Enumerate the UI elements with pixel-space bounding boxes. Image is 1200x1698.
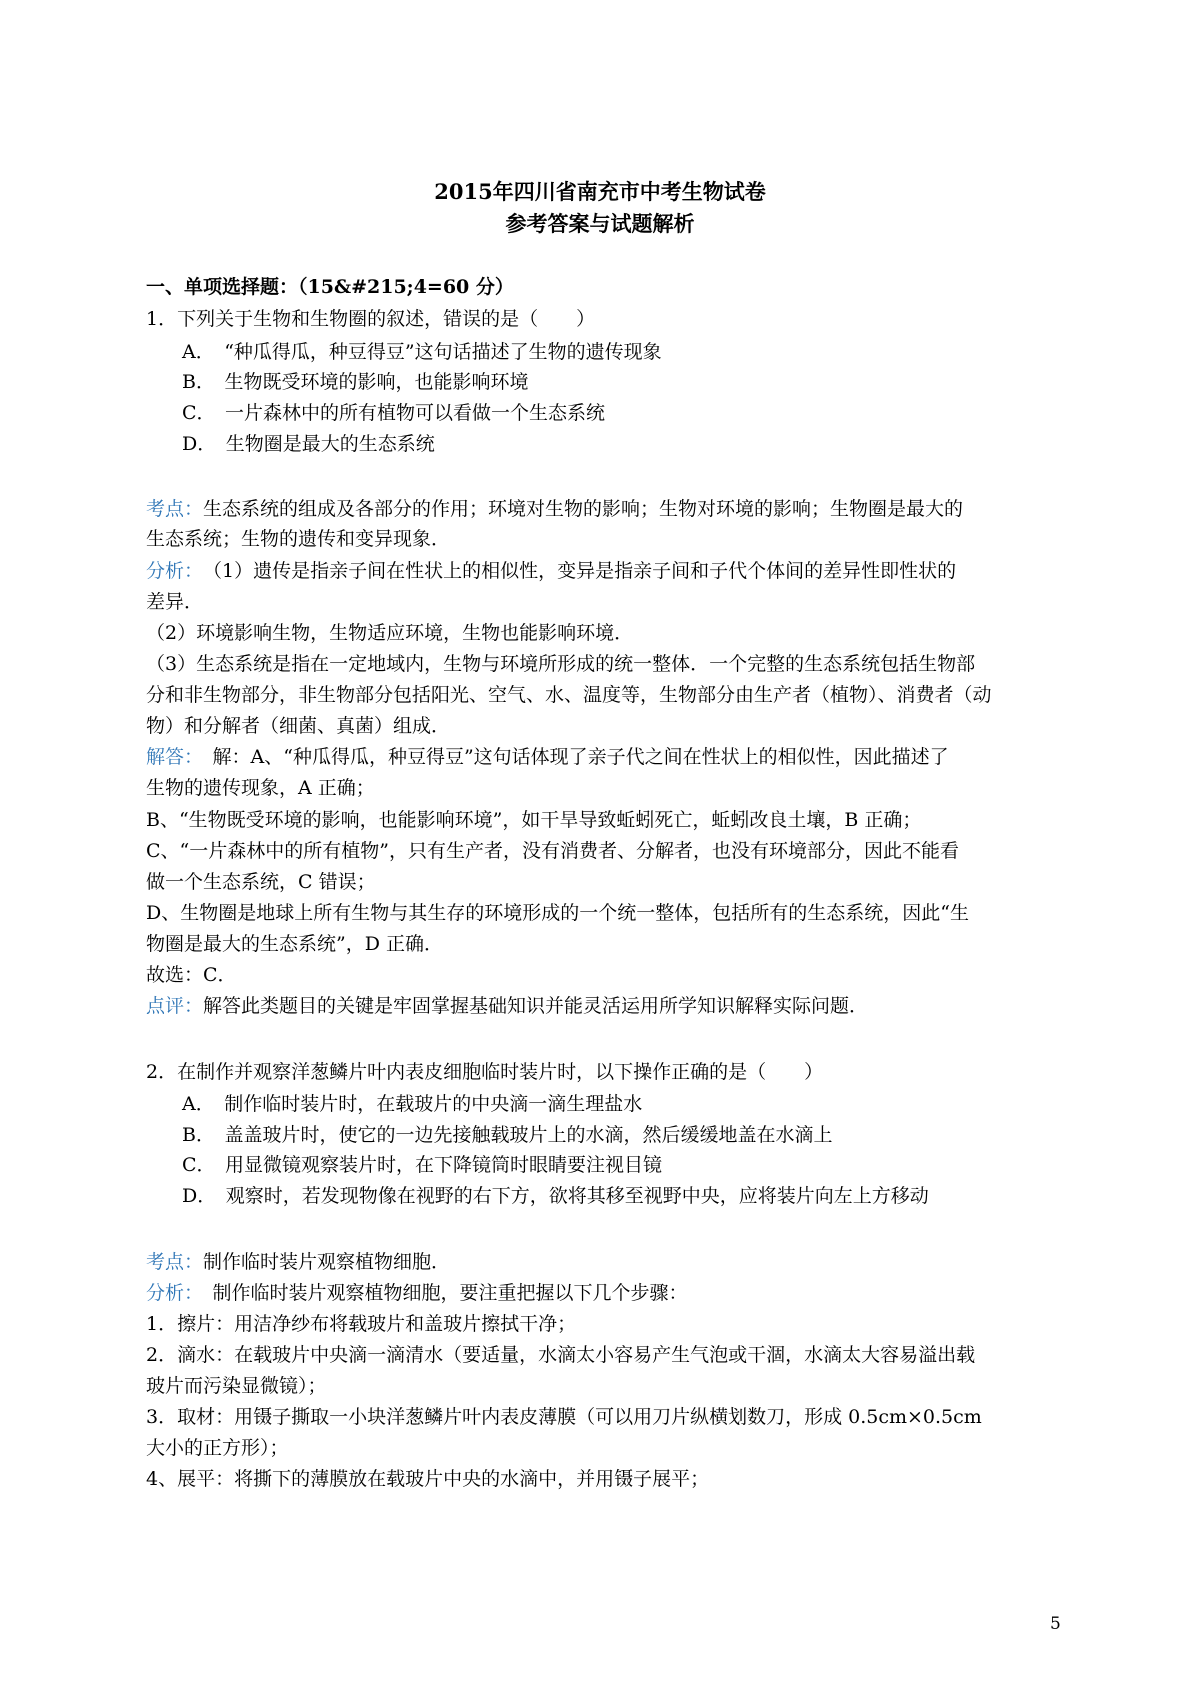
dianping-label: 点评： <box>146 995 204 1017</box>
q1-fenxi-line: 分和非生物部分，非生物部分包括阳光、空气、水、温度等，生物部分由生产者（植物）、消费者（动 <box>146 684 992 706</box>
q1-jieda: 解答： 解：A、“种瓜得瓜，种豆得豆”这句话体现了亲子代之间在性状上的相似性，因此描述了 <box>146 746 949 768</box>
section-heading: 一、单项选择题：（15&#215;4=60 分） <box>146 276 514 298</box>
document-title: 2015年四川省南充市中考生物试卷 <box>434 179 766 204</box>
page-number: 5 <box>1050 1614 1061 1634</box>
fenxi-label: 分析： <box>146 1282 194 1304</box>
q2-fenxi-line: 3．取材：用镊子撕取一小块洋葱鳞片叶内表皮薄膜（可以用刀片纵横划数刀，形成 0.5cm×0.5cm <box>146 1406 982 1428</box>
jieda-label: 解答： <box>146 746 194 768</box>
q2-fenxi: 分析： 制作临时装片观察植物细胞，要注重把握以下几个步骤： <box>146 1282 688 1304</box>
q1-fenxi-line: （2）环境影响生物，生物适应环境，生物也能影响环境． <box>146 622 634 644</box>
q1-option-d: D． 生物圈是最大的生态系统 <box>182 433 435 455</box>
q2-option-c: C． 用显微镜观察装片时，在下降镜筒时眼睛要注视目镜 <box>182 1154 663 1176</box>
q1-jieda-line: C、“一片森林中的所有植物”，只有生产者，没有消费者、分解者，也没有环境部分，因此不能看 <box>146 840 959 862</box>
q1-jieda-line: 物圈是最大的生态系统”，D 正确． <box>146 933 443 955</box>
kaodian-label: 考点： <box>146 498 204 520</box>
q1-dianping: 点评：解答此类题目的关键是牢固掌握基础知识并能灵活运用所学知识解释实际问题． <box>146 995 869 1017</box>
q1-kaodian: 考点：生态系统的组成及各部分的作用；环境对生物的影响；生物对环境的影响；生物圈是最大的 <box>146 498 964 520</box>
q1-kaodian-line: 生态系统；生物的遗传和变异现象． <box>146 528 451 550</box>
q1-jieda-line: B、“生物既受环境的影响，也能影响环境”，如干旱导致蚯蚓死亡，蚯蚓改良土壤，B 正确； <box>146 809 922 831</box>
q2-fenxi-line: 玻片而污染显微镜）； <box>146 1375 327 1397</box>
q1-option-b: B． 生物既受环境的影响，也能影响环境 <box>182 371 529 393</box>
fenxi-label: 分析： <box>146 560 194 582</box>
q2-stem: 2．在制作并观察洋葱鳞片叶内表皮细胞临时装片时，以下操作正确的是（ ） <box>146 1061 824 1083</box>
q1-fenxi-line: （3）生态系统是指在一定地域内，生物与环境所形成的统一整体．一个完整的生态系统包括生物部 <box>146 653 976 675</box>
q2-option-a: A． 制作临时装片时，在载玻片的中央滴一滴生理盐水 <box>182 1093 643 1115</box>
q2-fenxi-line: 1．擦片：用洁净纱布将载玻片和盖玻片擦拭干净； <box>146 1313 577 1335</box>
q1-option-c: C． 一片森林中的所有植物可以看做一个生态系统 <box>182 402 606 424</box>
q1-fenxi-line: 差异． <box>146 591 204 613</box>
q1-stem: 1．下列关于生物和生物圈的叙述，错误的是（ ） <box>146 308 596 330</box>
kaodian-label: 考点： <box>146 1251 204 1273</box>
q2-option-b: B． 盖盖玻片时，使它的一边先接触载玻片上的水滴，然后缓缓地盖在水滴上 <box>182 1124 833 1146</box>
document-subtitle: 参考答案与试题解析 <box>505 211 695 236</box>
q1-option-a: A． “种瓜得瓜，种豆得豆”这句话描述了生物的遗传现象 <box>182 341 662 363</box>
q1-jieda-line: 生物的遗传现象，A 正确； <box>146 777 375 799</box>
q2-kaodian: 考点：制作临时装片观察植物细胞． <box>146 1251 451 1273</box>
q1-fenxi: 分析： （1）遗传是指亲子间在性状上的相似性，变异是指亲子间和子代个体间的差异性即性状的 <box>146 560 957 582</box>
q2-fenxi-line: 2．滴水：在载玻片中央滴一滴清水（要适量，水滴太小容易产生气泡或干涸，水滴太大容易溢出载 <box>146 1344 976 1366</box>
q1-answer: 故选：C． <box>146 964 237 986</box>
q2-fenxi-line: 4、展平：将撕下的薄膜放在载玻片中央的水滴中，并用镊子展平； <box>146 1468 710 1490</box>
q1-jieda-line: 做一个生态系统，C 错误； <box>146 871 376 893</box>
q1-jieda-line: D、生物圈是地球上所有生物与其生存的环境形成的一个统一整体，包括所有的生态系统，因此“生 <box>146 902 969 924</box>
q1-fenxi-line: 物）和分解者（细菌、真菌）组成． <box>146 715 451 737</box>
q2-fenxi-line: 大小的正方形）； <box>146 1437 289 1459</box>
q2-option-d: D． 观察时，若发现物像在视野的右下方，欲将其移至视野中央，应将装片向左上方移动 <box>182 1185 929 1207</box>
